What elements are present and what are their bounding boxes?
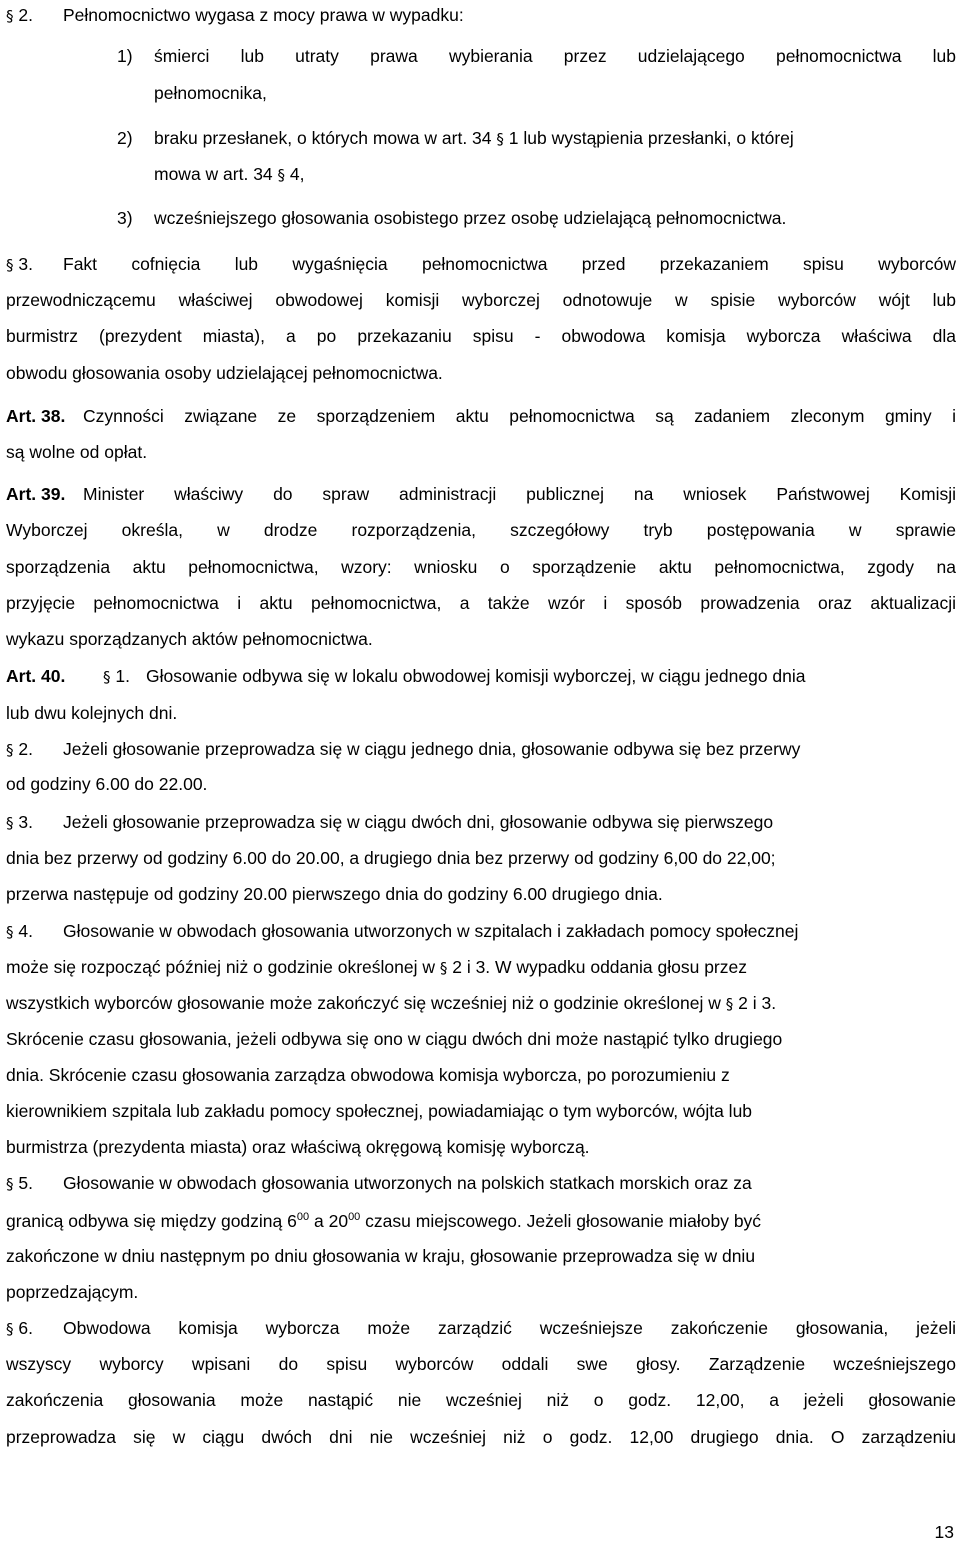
article-text: przyjęcie pełnomocnictwa i aktu pełnomocnictwa, a także wzór i sposób prowadzenia oraz aktualizacji <box>6 593 956 613</box>
item-number: 3) <box>117 208 133 228</box>
text-segment: może się rozpocząć później niż o godzinie określonej w <box>6 957 435 977</box>
section-sign: § <box>496 130 504 148</box>
section-sign: § <box>6 923 14 941</box>
paragraph-text: Głosowanie w obwodach głosowania utworzonych w szpitalach i zakładach pomocy społecznej <box>63 921 799 941</box>
text-segment: 2 i 3. <box>738 993 777 1013</box>
text-segment: wszystkich wyborców głosowanie może zakończyć się wcześniej niż o godzinie określonej w <box>6 993 721 1013</box>
article-text: Czynności związane ze sporządzeniem aktu pełnomocnictwa są zadaniem zleconym gminy i <box>83 406 956 426</box>
article-text: sporządzenia aktu pełnomocnictwa, wzory: wniosku o sporządzenie aktu pełnomocnictwa, zgody na <box>6 557 956 577</box>
article-text: wykazu sporządzanych aktów pełnomocnictwa. <box>6 629 373 649</box>
article-text: są wolne od opłat. <box>6 442 148 462</box>
section-sign: § <box>725 995 734 1013</box>
paragraph-number: 3. <box>18 812 33 832</box>
paragraph-text: poprzedzającym. <box>6 1282 139 1302</box>
section-sign: § <box>103 668 111 686</box>
paragraph-number: 3. <box>18 254 33 274</box>
article-text: Minister właściwy do spraw administracji publicznej na wniosek Państwowej Komisji <box>83 484 956 504</box>
section-sign: § <box>6 1320 14 1338</box>
paragraph-text: Obwodowa komisja wyborcza może zarządzić wcześniejsze zakończenie głosowania, jeżeli <box>63 1318 956 1338</box>
text-segment: braku przesłanek, o których mowa w art. 34 <box>154 128 492 148</box>
section-sign: § <box>6 741 14 759</box>
paragraph-text: Skrócenie czasu głosowania, jeżeli odbywa się ono w ciągu dwóch dni może nastąpić tylko drugiego <box>6 1029 783 1049</box>
section-sign: § <box>6 1175 14 1193</box>
paragraph-text: od godziny 6.00 do 22.00. <box>6 774 208 794</box>
paragraph-number: 1. <box>115 666 130 686</box>
paragraph-2-heading <box>6 4 956 27</box>
section-sign: § <box>6 7 14 25</box>
paragraph-text: przewodniczącemu właściwej obwodowej komisji wyborczej odnotowuje w spisie wyborców wójt lub <box>6 290 956 310</box>
list-item-text: wcześniejszego głosowania osobistego przez osobę udzielającą pełnomocnictwa. <box>154 208 787 228</box>
paragraph-number: 5. <box>18 1173 33 1193</box>
article-text: Wyborczej określa, w drodze rozporządzenia, szczegółowy tryb postępowania w sprawie <box>6 520 956 540</box>
paragraph-text: dnia. Skrócenie czasu głosowania zarządza obwodowa komisja wyborcza, po porozumieniu z <box>6 1065 730 1085</box>
list-item-text: pełnomocnika, <box>154 83 267 103</box>
superscript: 00 <box>348 1211 361 1223</box>
list-item-text: śmierci lub utraty prawa wybierania przez udzielającego pełnomocnictwa lub <box>154 46 956 66</box>
text-segment: mowa w art. 34 <box>154 164 273 184</box>
page-number: 13 <box>934 1522 954 1542</box>
text-segment: 4, <box>289 164 305 184</box>
paragraph-text: Pełnomocnictwo wygasa z mocy prawa w wypadku: <box>63 5 464 25</box>
paragraph-number: 6. <box>18 1318 33 1338</box>
paragraph-text: kierownikiem szpitala lub zakładu pomocy społecznej, powiadamiając o tym wyborców, wójta lub <box>6 1101 753 1121</box>
paragraph-number: 2. <box>18 5 33 25</box>
paragraph-text: dnia bez przerwy od godziny 6.00 do 20.00, a drugiego dnia bez przerwy od godziny 6,00 do 22,00; <box>6 848 776 868</box>
section-sign: § <box>6 814 14 832</box>
list-item-text <box>154 163 956 186</box>
paragraph-text: wszyscy wyborcy wpisani do spisu wyborców oddali swe głosy. Zarządzenie wcześniejszego <box>6 1354 956 1374</box>
text-segment: czasu miejscowego. Jeżeli głosowanie miałoby być <box>360 1211 762 1231</box>
item-number: 2) <box>117 128 133 148</box>
paragraph-text: Jeżeli głosowanie przeprowadza się w ciągu dwóch dni, głosowanie odbywa się pierwszego <box>63 812 774 832</box>
section-sign: § <box>277 166 286 184</box>
paragraph-text: Głosowanie odbywa się w lokalu obwodowej komisji wyborczej, w ciągu jednego dnia <box>146 666 806 686</box>
paragraph-text <box>6 956 956 979</box>
paragraph-text: przeprowadza się w ciągu dwóch dni nie wcześniej niż o godz. 12,00 drugiego dnia. O zarządzeniu <box>6 1427 956 1447</box>
paragraph-text: obwodu głosowania osoby udzielającej pełnomocnictwa. <box>6 363 443 383</box>
paragraph-number: 2. <box>18 739 33 759</box>
paragraph-text: zakończenia głosowania może nastąpić nie wcześniej niż o godz. 12,00, a jeżeli głosowanie <box>6 1390 956 1410</box>
paragraph-text: burmistrza (prezydenta miasta) oraz właściwą okręgową komisję wyborczą. <box>6 1137 590 1157</box>
paragraph-text: lub dwu kolejnych dni. <box>6 703 178 723</box>
text-segment: 2 i 3. W wypadku oddania głosu przez <box>452 957 747 977</box>
paragraph-text: burmistrz (prezydent miasta), a po przekazaniu spisu - obwodowa komisja wyborcza właściwa dla <box>6 326 956 346</box>
article-39-label: Art. 39. <box>6 484 66 504</box>
text-segment: a 20 <box>309 1211 349 1231</box>
paragraph-text: przerwa następuje od godziny 20.00 pierwszego dnia do godziny 6.00 drugiego dnia. <box>6 884 663 904</box>
item-number: 1) <box>117 46 133 66</box>
article-40-label: Art. 40. <box>6 666 66 686</box>
section-sign: § <box>439 959 448 977</box>
paragraph-text: Głosowanie w obwodach głosowania utworzonych na polskich statkach morskich oraz za <box>63 1173 752 1193</box>
paragraph-text: Jeżeli głosowanie przeprowadza się w ciągu jednego dnia, głosowanie odbywa się bez przerwy <box>63 739 801 759</box>
text-segment: 1 lub wystąpienia przesłanki, o której <box>508 128 794 148</box>
paragraph-text <box>6 992 956 1015</box>
article-38-label: Art. 38. <box>6 406 66 426</box>
section-sign: § <box>6 256 14 274</box>
list-item-text <box>154 127 956 150</box>
paragraph-text <box>6 1210 956 1232</box>
paragraph-text: zakończone w dniu następnym po dniu głosowania w kraju, głosowanie przeprowadza się w dniu <box>6 1246 756 1266</box>
paragraph-text: Fakt cofnięcia lub wygaśnięcia pełnomocnictwa przed przekazaniem spisu wyborców <box>63 254 956 274</box>
superscript: 00 <box>296 1211 310 1223</box>
paragraph-number: 4. <box>18 921 33 941</box>
text-segment: granicą odbywa się między godziną 6 <box>6 1211 297 1231</box>
